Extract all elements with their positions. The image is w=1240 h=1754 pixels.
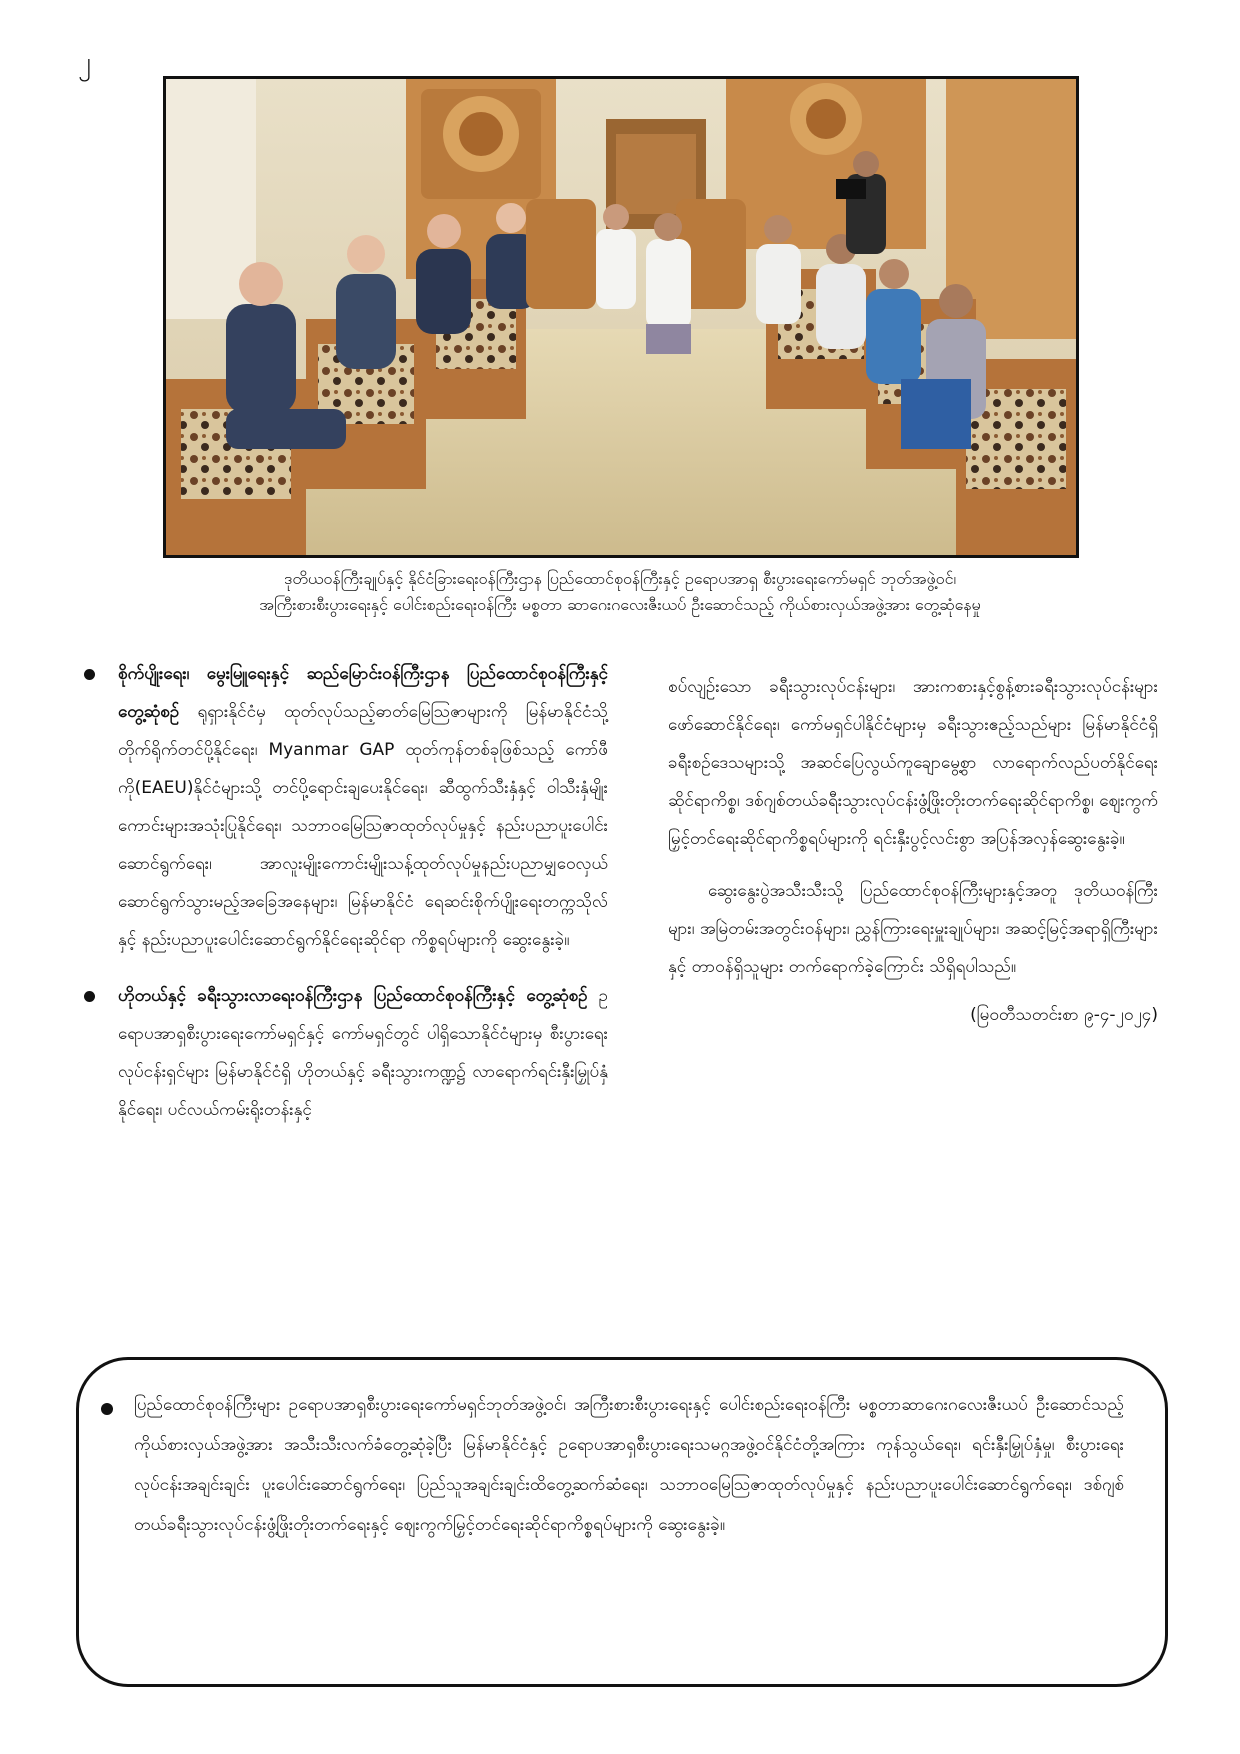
photo-caption — [90, 566, 1150, 618]
page-number: ၂ — [78, 47, 91, 77]
right-paragraph-1: စပ်လျဉ်းသော ခရီးသွားလုပ်ငန်းများ၊ အားကစားနှင့်စွန့်စားခရီးသွားလုပ်ငန်းများ ဖော်ဆောင်နိုင်ရေး၊ ကော်မရှင်ပါနိုင်ငံများမှ ခရီးသွားဧည့်သည်များ မြန်မာနိုင်ငံရှိ ခရီးစဉ်ဒေသများသို့ အဆင်ပြေလွယ်ကူချောမွေ့စွာ လာရောက်လည်ပတ်နိုင်ရေးဆိုင်ရာကိစ္စ၊ ဒစ်ဂျစ်တယ်ခရီးသွားလုပ်ငန်းဖွံ့ဖြိုးတိုးတက်ရေးဆိုင်ရာကိစ္စ၊ ဈေးကွက်မြှင့်တင်ရေးဆိုင်ရာကိစ္စရပ်များကို ရင်းနှီးပွင့်လင်းစွာ အပြန်အလှန်ဆွေးနွေးခဲ့။ — [668, 677, 1158, 849]
meeting-photo — [163, 76, 1079, 558]
summary-bullet-icon — [101, 1403, 113, 1415]
item2-heading: ဟိုတယ်နှင့် ခရီးသွားလာရေးဝန်ကြီးဌာန ပြည်ထောင်စုဝန်ကြီးနှင့် တွေ့ဆုံစဉ် — [118, 986, 588, 1006]
item1-text: ရုရှားနိုင်ငံမှ ထုတ်လုပ်သည့်ဓာတ်မြေဩဇာများကို မြန်မာနိုင်ငံသို့ တိုက်ရိုက်တင်ပို့နိုင်ရေး၊ Myanmar GAP ထုတ်ကုန်တစ်ခုဖြစ်သည့် ကော်ဖီကို(EAEU)နိုင်ငံများသို့ တင်ပို့ရောင်းချပေးနိုင်ရေး၊ ဆီထွက်သီးနှံနှင့် ဝါသီးနှံမျိုးကောင်းများအသုံးပြုနိုင်ရေး၊ သဘာဝမြေဩဇာထုတ်လုပ်မှုနှင့် နည်းပညာပူးပေါင်းဆောင်ရွက်ရေး၊ အာလူးမျိုးကောင်းမျိုးသန့်ထုတ်လုပ်မှုနည်းပညာမျှဝေလှယ်ဆောင်ရွက်သွားမည့်အခြေအနေများ၊ မြန်မာနိုင်ငံ ရေဆင်းစိုက်ပျိုးရေးတက္ကသိုလ်နှင့် နည်းပညာပူးပေါင်းဆောင်ရွက်နိုင်ရေးဆိုင်ရာ ကိစ္စရပ်များကို ဆွေးနွေးခဲ့။ — [118, 702, 608, 950]
news-source: (မြဝတီသတင်းစာ ၉-၄-၂၀၂၄) — [970, 1005, 1158, 1025]
summary-text: ပြည်ထောင်စုဝန်ကြီးများ ဥရောပအာရှစီးပွားရေးကော်မရှင်ဘုတ်အဖွဲ့ဝင်၊ အကြီးစားစီးပွားရေးနှင့် ပေါင်းစည်းရေးဝန်ကြီး မစ္စတာဆာဂေးဂလေးဇီးယပ် ဦးဆောင်သည့် ကိုယ်စားလှယ်အဖွဲ့အား အသီးသီးလက်ခံတွေ့ဆုံခဲ့ပြီး မြန်မာနိုင်ငံနှင့် ဥရောပအာရှစီးပွားရေးသမဂ္ဂအဖွဲ့ဝင်နိုင်ငံတို့အကြား ကုန်သွယ်ရေး၊ ရင်းနှီးမြှုပ်နှံမှု၊ စီးပွားရေးလုပ်ငန်းအချင်းချင်း ပူးပေါင်းဆောင်ရွက်ရေး၊ ပြည်သူအချင်းချင်းထိတွေ့ဆက်ဆံရေး၊ သဘာဝမြေဩဇာထုတ်လုပ်မှုနှင့် နည်းပညာပူးပေါင်းဆောင်ရွက်ရေး၊ ဒစ်ဂျစ်တယ်ခရီးသွားလုပ်ငန်းဖွံ့ဖြိုးတိုးတက်ရေးနှင့် ဈေးကွက်မြှင့်တင်ရေးဆိုင်ရာကိစ္စရပ်များကို ဆွေးနွေးခဲ့။ — [134, 1395, 1124, 1535]
caption-line-2: အကြီးစားစီးပွားရေးနှင့် ပေါင်းစည်းရေးဝန်ကြီး မစ္စတာ ဆာဂေးဂလေးဇီးယပ် ဦးဆောင်သည့် ကိုယ်စားလှယ်အဖွဲ့အား တွေ့ဆုံနေမှု — [259, 595, 981, 614]
bullet-item-agriculture — [118, 655, 608, 959]
left-column — [118, 655, 608, 1147]
bullet-icon — [84, 991, 95, 1002]
item1-heading: စိုက်ပျိုးရေး၊ မွေးမြူရေးနှင့် ဆည်မြောင်းဝန်ကြီးဌာန ပြည်ထောင်စုဝန်ကြီးနှင့်တွေ့ဆုံစဉ် — [118, 664, 608, 722]
caption-line-1: ဒုတိယဝန်ကြီးချုပ်နှင့် နိုင်ငံခြားရေးဝန်ကြီးဌာန ပြည်ထောင်စုဝန်ကြီးနှင့် ဥရောပအာရှ စီးပွားရေးကော်မရှင် ဘုတ်အဖွဲ့ဝင်၊ — [283, 569, 957, 588]
right-paragraph-2: ဆွေးနွေးပွဲအသီးသီးသို့ ပြည်ထောင်စုဝန်ကြီးများနှင့်အတူ ဒုတိယဝန်ကြီးများ၊ အမြဲတမ်းအတွင်းဝန်များ၊ ညွှန်ကြားရေးမှူးချုပ်များ၊ အဆင့်မြင့်အရာရှိကြီးများနှင့် တာဝန်ရှိသူများ တက်ရောက်ခဲ့ကြောင်း သိရှိရပါသည်။ — [668, 881, 1158, 977]
bullet-icon — [84, 669, 95, 680]
right-column — [668, 668, 1158, 1034]
bullet-item-hotels-tourism — [118, 977, 608, 1129]
item2-text: ဥရောပအာရှစီးပွားရေးကော်မရှင်နှင့် ကော်မရှင်တွင် ပါရှိသောနိုင်ငံများမှ စီးပွားရေးလုပ်ငန်းရှင်များ မြန်မာနိုင်ငံရှိ ဟိုတယ်နှင့် ခရီးသွားကဏ္ဍ၌ လာရောက်ရင်းနှီးမြှုပ်နှံနိုင်ရေး၊ ပင်လယ်ကမ်းရိုးတန်းနှင့် — [118, 986, 608, 1120]
